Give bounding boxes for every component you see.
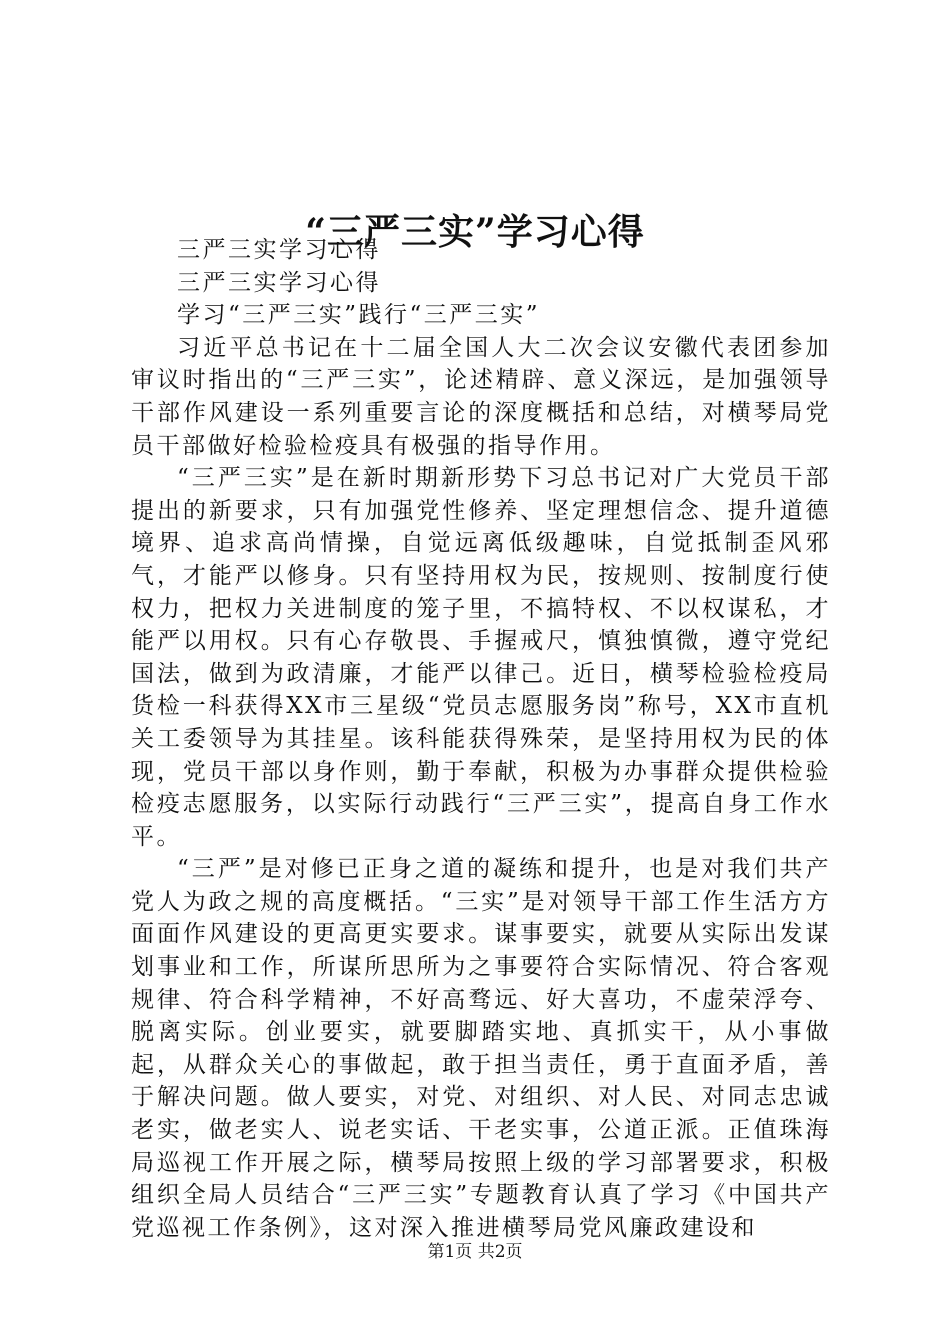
section-heading: 学习“三严三实”践行“三严三实”	[177, 302, 541, 329]
subtitle-line: 三严三实学习心得	[177, 237, 381, 263]
page-title: “三严三实”学习心得	[305, 211, 645, 254]
page-number: 第1页 共2页	[427, 1242, 523, 1262]
document-body	[131, 234, 831, 1244]
body-paragraph: “三严”是对修已正身之道的凝练和提升，也是对我们共产党人为政之规的高度概括。“三实”是对领导干部工作生活方方面面作风建设的更高更实要求。谋事要实，就要从实际出发谋划事业和工作，所谋所思所为之事要符合实际情况、符合客观规律、符合科学精神，不好高骛远、好大喜功，不虚荣浮夸、脱离实际。创业要实，就要脚踏实地、真抓实干，从小事做起，从群众关心的事做起，敢于担当责任，勇于直面矛盾，善于解决问题。做人要实，对党、对组织、对人民、对同志忠诚老实，做老实人、说老实话、干老实事，公道正派。正值珠海局巡视工作开展之际，横琴局按照上级的学习部署要求，积极组织全局人员结合“三严三实”专题教育认真了学习《中国共产党巡视工作条例》，这对深入推进横琴局党风廉政建设和	[131, 856, 831, 1241]
body-paragraph: “三严三实”是在新时期新形势下习总书记对广大党员干部提出的新要求，只有加强党性修养、坚定理想信念、提升道德境界、追求高尚情操，自觉远离低级趣味，自觉抵制歪风邪气，才能严以修身。只有坚持用权为民，按规则、按制度行使权力，把权力关进制度的笼子里，不搞特权、不以权谋私，才能严以用权。只有心存敬畏、手握戒尺，慎独慎微，遵守党纪国法，做到为政清廉，才能严以律己。近日，横琴检验检疫局货检一科获得XX市三星级“党员志愿服务岗”称号，XX市直机关工委领导为其挂星。该科能获得殊荣，是坚持用权为民的体现，党员干部以身作则，勤于奉献，积极为办事群众提供检验检疫志愿服务，以实际行动践行“三严三实”，提高自身工作水平。	[131, 465, 831, 850]
body-paragraph: 习近平总书记在十二届全国人大二次会议安徽代表团参加审议时指出的“三严三实”，论述精辟、意义深远，是加强领导干部作风建设一系列重要言论的深度概括和总结，对横琴局党员干部做好检验检疫具有极强的指导作用。	[131, 334, 831, 459]
subtitle-line: 三严三实学习心得	[177, 269, 381, 296]
